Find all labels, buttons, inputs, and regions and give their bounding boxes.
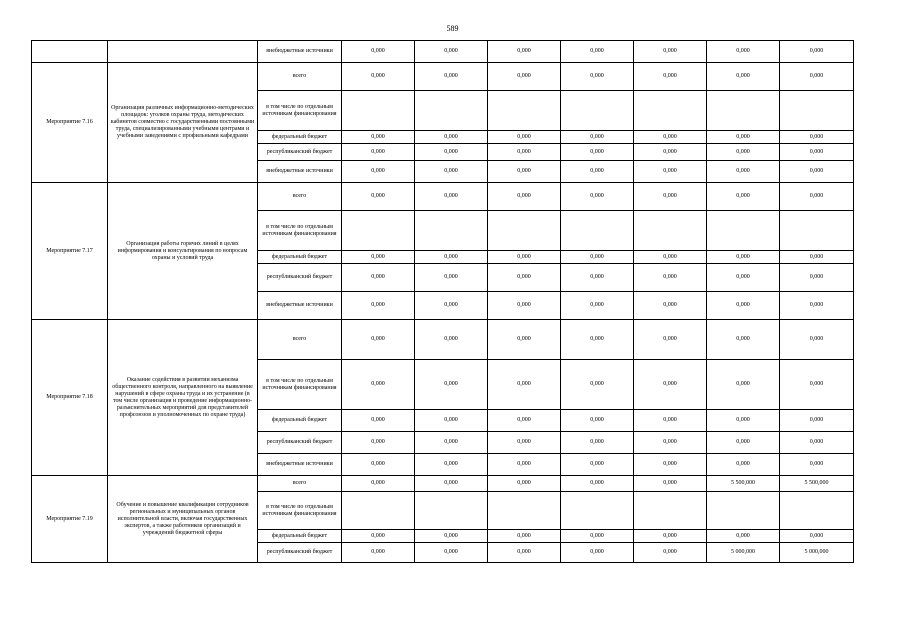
value-cell: 0,000 [707,63,780,91]
event-name-cell: Мероприятие 7.16 [32,63,108,183]
value-cell: 0,000 [342,131,415,144]
value-cell: 0,000 [780,161,854,183]
value-cell: 0,000 [415,144,488,161]
value-cell: 0,000 [415,131,488,144]
value-cell [561,492,634,530]
value-cell [488,492,561,530]
source-cell: республиканский бюджет [258,432,342,454]
value-cell: 0,000 [415,251,488,264]
value-cell [488,211,561,251]
value-cell: 5 500,000 [780,476,854,492]
source-cell: внебюджетные источники [258,454,342,476]
source-cell: всего [258,476,342,492]
event-name-cell: Мероприятие 7.17 [32,183,108,320]
value-cell: 0,000 [707,161,780,183]
value-cell: 0,000 [342,543,415,563]
value-cell: 0,000 [342,251,415,264]
value-cell: 0,000 [780,131,854,144]
value-cell: 0,000 [342,144,415,161]
value-cell [415,91,488,131]
value-cell [707,91,780,131]
value-cell: 0,000 [488,144,561,161]
source-cell: всего [258,183,342,211]
value-cell [634,492,707,530]
value-cell: 0,000 [634,432,707,454]
value-cell: 0,000 [342,476,415,492]
value-cell: 0,000 [561,320,634,360]
value-cell: 0,000 [780,183,854,211]
value-cell: 0,000 [342,320,415,360]
source-cell: всего [258,63,342,91]
value-cell: 0,000 [415,530,488,543]
value-cell: 0,000 [342,454,415,476]
value-cell: 0,000 [342,432,415,454]
value-cell: 0,000 [707,251,780,264]
value-cell: 0,000 [634,251,707,264]
value-cell: 0,000 [780,410,854,432]
value-cell: 0,000 [561,410,634,432]
value-cell: 5 500,000 [707,476,780,492]
value-cell: 0,000 [634,360,707,410]
value-cell: 0,000 [707,410,780,432]
source-cell: федеральный бюджет [258,530,342,543]
event-name-cell [32,41,108,63]
value-cell: 0,000 [342,264,415,292]
value-cell: 0,000 [415,320,488,360]
source-cell: в том числе по отдельным источникам финансирования [258,91,342,131]
value-cell: 0,000 [707,41,780,63]
value-cell: 0,000 [488,41,561,63]
value-cell: 0,000 [488,131,561,144]
value-cell: 0,000 [342,360,415,410]
value-cell: 0,000 [488,320,561,360]
value-cell: 0,000 [342,410,415,432]
value-cell: 0,000 [561,454,634,476]
value-cell: 0,000 [780,320,854,360]
value-cell: 0,000 [561,292,634,320]
value-cell: 0,000 [561,543,634,563]
value-cell: 0,000 [415,292,488,320]
value-cell: 0,000 [415,454,488,476]
value-cell: 0,000 [707,530,780,543]
value-cell: 0,000 [634,131,707,144]
value-cell [707,211,780,251]
value-cell: 0,000 [780,264,854,292]
value-cell: 0,000 [707,131,780,144]
event-description-cell: Организация работы горячих линий в целях информирования и консультирования по вопросам охраны и условий труда [108,183,258,320]
value-cell: 0,000 [488,454,561,476]
source-cell: федеральный бюджет [258,251,342,264]
value-cell [780,91,854,131]
source-cell: республиканский бюджет [258,543,342,563]
value-cell: 0,000 [780,360,854,410]
source-cell: в том числе по отдельным источникам финансирования [258,211,342,251]
value-cell: 0,000 [707,454,780,476]
value-cell: 0,000 [780,63,854,91]
value-cell [488,91,561,131]
value-cell: 0,000 [634,530,707,543]
table-row [32,320,854,360]
table-row [32,41,854,63]
value-cell: 0,000 [488,543,561,563]
event-description-cell: Оказание содействия в развитии механизма общественного контроля, направленного на выявление нарушений в сфере охраны труда и их устранение (в том числе организация и проведение информационно-разъяснительных мероприятий для представителей профсоюзов и уполномоченных по охране труда) [108,320,258,476]
value-cell: 0,000 [780,292,854,320]
value-cell: 0,000 [488,161,561,183]
value-cell: 0,000 [488,360,561,410]
page-number: 589 [446,24,459,33]
value-cell: 0,000 [342,183,415,211]
source-cell: республиканский бюджет [258,144,342,161]
value-cell: 0,000 [561,144,634,161]
budget-table [31,40,854,563]
source-cell: всего [258,320,342,360]
event-description-cell [108,41,258,63]
value-cell: 0,000 [780,144,854,161]
value-cell [342,211,415,251]
source-cell: в том числе по отдельным источникам финансирования [258,492,342,530]
value-cell: 5 000,000 [780,543,854,563]
value-cell: 0,000 [415,432,488,454]
value-cell: 0,000 [561,264,634,292]
value-cell: 0,000 [488,264,561,292]
value-cell: 0,000 [634,454,707,476]
value-cell [707,492,780,530]
value-cell: 0,000 [342,530,415,543]
value-cell: 0,000 [561,251,634,264]
event-name-cell: Мероприятие 7.19 [32,476,108,563]
value-cell: 0,000 [342,41,415,63]
value-cell: 0,000 [634,41,707,63]
value-cell: 0,000 [780,454,854,476]
value-cell: 0,000 [415,543,488,563]
table-row [32,183,854,211]
value-cell [561,91,634,131]
value-cell: 0,000 [488,251,561,264]
value-cell: 0,000 [634,161,707,183]
event-description-cell: Обучение и повышение квалификации сотрудников региональных и муниципальных органов исполнительной власти, включая государственных экспертов, а также работников организаций и учреждений бюджетной сферы [108,476,258,563]
value-cell: 0,000 [488,432,561,454]
value-cell: 0,000 [561,360,634,410]
value-cell: 0,000 [707,144,780,161]
value-cell: 0,000 [634,63,707,91]
value-cell: 0,000 [488,530,561,543]
value-cell [780,492,854,530]
value-cell: 0,000 [634,320,707,360]
event-description-cell: Организация различных информационно-методических площадок: уголков охраны труда, методических кабинетов совместно с государственными постоянными труда, специализированными учебными центрами и учебными заведениями с профильными кафедрами [108,63,258,183]
value-cell: 0,000 [634,410,707,432]
value-cell [561,211,634,251]
value-cell: 0,000 [707,320,780,360]
value-cell: 0,000 [415,161,488,183]
value-cell: 0,000 [415,183,488,211]
table-row [32,63,854,91]
value-cell: 0,000 [415,41,488,63]
value-cell: 0,000 [561,183,634,211]
value-cell: 0,000 [415,63,488,91]
source-cell: в том числе по отдельным источникам финансирования [258,360,342,410]
value-cell: 0,000 [342,63,415,91]
source-cell: внебюджетные источники [258,41,342,63]
value-cell: 0,000 [488,476,561,492]
value-cell: 0,000 [415,476,488,492]
value-cell: 5 000,000 [707,543,780,563]
value-cell: 0,000 [561,530,634,543]
value-cell: 0,000 [561,41,634,63]
value-cell: 0,000 [415,360,488,410]
value-cell: 0,000 [488,410,561,432]
source-cell: федеральный бюджет [258,131,342,144]
value-cell: 0,000 [634,264,707,292]
value-cell [415,492,488,530]
value-cell [634,211,707,251]
value-cell: 0,000 [634,144,707,161]
value-cell: 0,000 [707,292,780,320]
source-cell: республиканский бюджет [258,264,342,292]
table-body [32,41,854,563]
value-cell [342,492,415,530]
value-cell: 0,000 [561,161,634,183]
value-cell: 0,000 [707,432,780,454]
value-cell: 0,000 [780,432,854,454]
value-cell [415,211,488,251]
value-cell: 0,000 [634,292,707,320]
value-cell [634,91,707,131]
value-cell: 0,000 [342,292,415,320]
value-cell: 0,000 [561,131,634,144]
value-cell: 0,000 [634,183,707,211]
value-cell: 0,000 [415,264,488,292]
value-cell: 0,000 [707,264,780,292]
value-cell: 0,000 [342,161,415,183]
value-cell: 0,000 [707,183,780,211]
value-cell: 0,000 [780,251,854,264]
value-cell: 0,000 [561,476,634,492]
value-cell: 0,000 [488,63,561,91]
source-cell: федеральный бюджет [258,410,342,432]
value-cell: 0,000 [561,432,634,454]
value-cell: 0,000 [634,543,707,563]
event-name-cell: Мероприятие 7.18 [32,320,108,476]
value-cell: 0,000 [780,41,854,63]
value-cell: 0,000 [415,410,488,432]
value-cell: 0,000 [488,183,561,211]
value-cell [342,91,415,131]
value-cell [780,211,854,251]
source-cell: внебюджетные источники [258,292,342,320]
value-cell: 0,000 [780,530,854,543]
table-row [32,476,854,492]
value-cell: 0,000 [634,476,707,492]
value-cell: 0,000 [561,63,634,91]
value-cell: 0,000 [707,360,780,410]
value-cell: 0,000 [488,292,561,320]
source-cell: внебюджетные источники [258,161,342,183]
